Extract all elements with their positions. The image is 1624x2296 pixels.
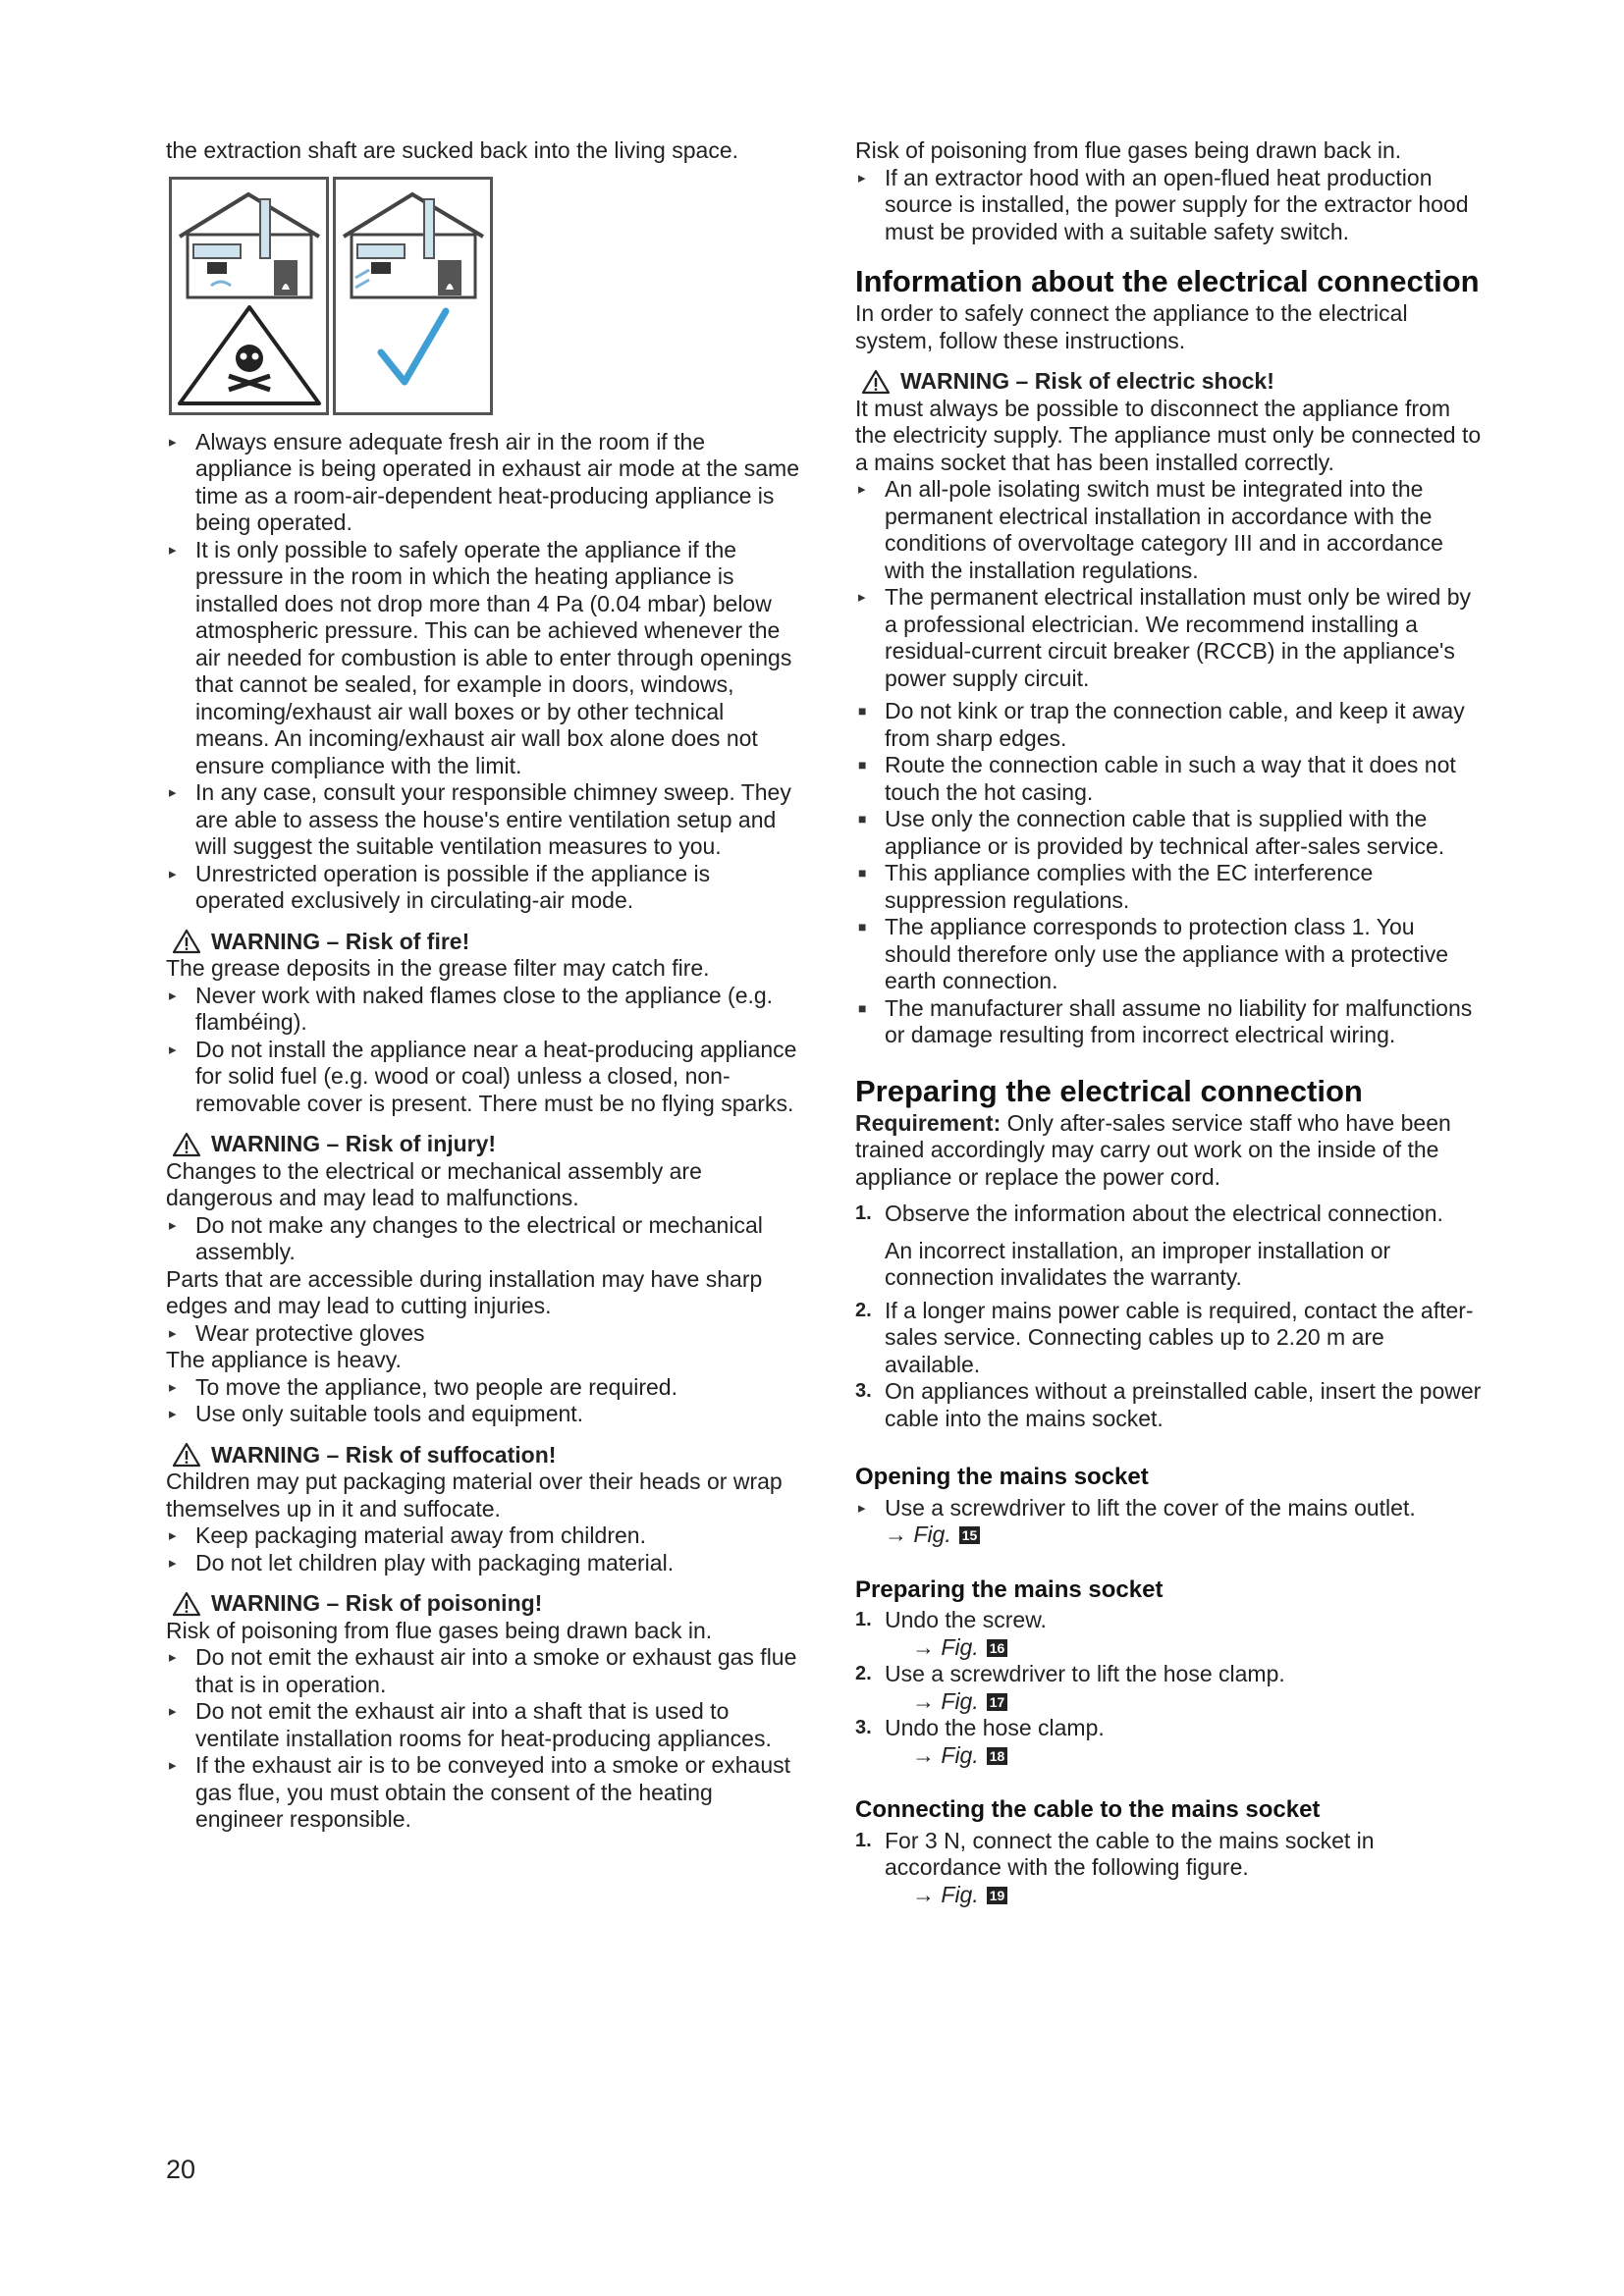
intro-text: the extraction shaft are sucked back into the living space. [166,137,738,163]
suffocation-bullets [166,1522,799,1576]
warning-icon [172,929,201,954]
list-item: ▸ If an extractor hood with an open-flued heat production source is installed, the power supply for the extractor hood must be provided with a suitable safety switch. [855,165,1486,246]
list-item: ■ Use only the connection cable that is supplied with the appliance or is provided by technical after-sales service. [855,806,1486,860]
ventilation-illustrations [169,177,799,415]
list-item: ▸ Keep packaging material away from children. [166,1522,799,1550]
left-column [166,137,799,1834]
figure-reference: → Fig. 19 [912,1882,1486,1909]
list-item: ▸ It is only possible to safely operate the appliance if the pressure in the room in which the heating appliance is installed does not drop more than 4 Pa (0.04 mbar) below atmospheric pressure. This can be achieved whenever the air needed for combustion is able to enter through openings that cannot be sealed, for example in doors, windows, incoming/exhaust air wall boxes or by other technical means. An incoming/exhaust air wall box alone does not ensure compliance with the limit. [166,537,799,780]
shock-text: It must always be possible to disconnect the appliance from the electricity supply. The appliance must only be connected to a mains socket that has been installed correctly. [855,395,1482,475]
injury-text: The appliance is heavy. [166,1347,402,1372]
list-item: 1. Observe the information about the electrical connection. [855,1201,1443,1226]
list-item: ▸ Do not let children play with packaging material. [166,1550,799,1577]
poisoning-text: Risk of poisoning from flue gases being drawn back in. [166,1617,713,1643]
list-item: ■ The manufacturer shall assume no liability for malfunctions or damage resulting from incorrect electrical wiring. [855,995,1486,1049]
fresh-air-bullets [166,429,799,915]
figure-number-badge: 17 [987,1693,1008,1711]
injury-warning-title: WARNING – Risk of injury! [166,1131,799,1158]
list-item: ■ Do not kink or trap the connection cable, and keep it away from sharp edges. [855,698,1486,752]
warning-icon [861,369,891,395]
list-item: ■ Route the connection cable in such a way that it does not touch the hot casing. [855,752,1486,806]
poisoning-bullets [166,1644,799,1834]
fire-warning-title: WARNING – Risk of fire! [166,929,799,956]
suffocation-text: Children may put packaging material over their heads or wrap themselves up in it and suffocate. [166,1468,783,1522]
page-number: 20 [166,2155,196,2184]
prohibited-illustration [169,177,329,415]
list-item: ▸ To move the appliance, two people are required. [166,1374,799,1402]
list-item: ▸ Wear protective gloves [166,1320,799,1348]
prep-socket-steps [855,1607,1486,1769]
fire-warning-text: The grease deposits in the grease filter may catch fire. [166,955,710,981]
injury-bullets [166,1374,799,1428]
list-item: ▸ Never work with naked flames close to the appliance (e.g. flambéing). [166,983,799,1037]
list-item: ■ The appliance corresponds to protection class 1. You should therefore only use the appliance with a protective earth connection. [855,914,1486,995]
right-column [855,137,1486,1908]
connecting-steps [855,1828,1486,1909]
figure-reference: → Fig. 15 [885,1522,1486,1549]
figure-reference: → Fig. 16 [912,1634,1486,1662]
shock-bullets [855,476,1486,692]
subheading-opening-socket: Opening the mains socket [855,1464,1149,1490]
figure-reference: → Fig. 17 [912,1688,1486,1716]
figure-number-badge: 16 [987,1639,1008,1657]
warning-icon [172,1591,201,1617]
injury-text: Changes to the electrical or mechanical assembly are dangerous and may lead to malfunctions. [166,1157,702,1210]
list-item: ▸ Use only suitable tools and equipment. [166,1401,799,1428]
list-item: ▸ Always ensure adequate fresh air in the room if the appliance is being operated in exhaust air mode at the same time as a room-air-dependent heat-producing appliance is being operated. [166,429,799,537]
intro-text: Risk of poisoning from flue gases being drawn back in. [855,137,1402,163]
list-item: ▸ If the exhaust air is to be conveyed into a smoke or exhaust gas flue, you must obtain the consent of the heating engineer responsible. [166,1752,799,1834]
figure-number-badge: 15 [959,1526,981,1544]
section-heading-electrical-info: Information about the electrical connection [855,264,1480,298]
list-item: ▸ Do not emit the exhaust air into a smoke or exhaust gas flue that is in operation. [166,1644,799,1698]
shock-warning-title: WARNING – Risk of electric shock! [855,368,1486,396]
list-item: ▸ In any case, consult your responsible chimney sweep. They are able to assess the house's entire ventilation setup and will suggest the suitable ventilation measures to you. [166,779,799,861]
list-item: ▸ The permanent electrical installation must only be wired by a professional electrician. We recommend installing a residual-current circuit breaker (RCCB) in the appliance's power supply circuit. [855,584,1486,692]
allowed-illustration [333,177,493,415]
warning-icon [172,1132,201,1157]
electrical-rules-list [855,698,1486,1049]
requirement-text: Requirement: Only after-sales service staff who have been trained accordingly may carry out work on the inside of the appliance or replace the power cord. [855,1109,1451,1190]
figure-number-badge: 18 [987,1747,1008,1765]
figure-reference: → Fig. 18 [912,1742,1486,1770]
warranty-note: An incorrect installation, an improper installation or connection invalidates the warranty. [885,1237,1391,1290]
list-item: 2. If a longer mains power cable is required, contact the after-sales service. Connecting cables up to 2.20 m are available. [855,1297,1474,1377]
list-item: 1. Undo the screw. → Fig. 16 [855,1607,1486,1661]
list-item: ▸ Do not emit the exhaust air into a shaft that is used to ventilate installation rooms for heat-producing appliances. [166,1698,799,1752]
fire-bullets [166,983,799,1118]
warning-icon [172,1442,201,1468]
list-item: ▸ Do not install the appliance near a heat-producing appliance for solid fuel (e.g. wood or coal) unless a closed, non-removable cover is present. There must be no flying sparks. [166,1037,799,1118]
list-item: 1. For 3 N, connect the cable to the mains socket in accordance with the following figure. → Fig. 19 [855,1828,1486,1909]
subheading-preparing-socket: Preparing the mains socket [855,1575,1164,1603]
list-item: ▸ An all-pole isolating switch must be integrated into the permanent electrical installation in accordance with the conditions of overvoltage category III and in accordance with the installation regulations. [855,476,1486,584]
suffocation-warning-title: WARNING – Risk of suffocation! [166,1442,799,1469]
electrical-info-text: In order to safely connect the appliance to the electrical system, follow these instructions. [855,300,1408,353]
list-item: ▸ Use a screwdriver to lift the cover of the mains outlet. → Fig. 15 [855,1495,1486,1549]
list-item: 3. On appliances without a preinstalled cable, insert the power cable into the mains socket. [855,1378,1482,1431]
injury-text: Parts that are accessible during installation may have sharp edges and may lead to cutting injuries. [166,1265,763,1318]
list-item: ■ This appliance complies with the EC interference suppression regulations. [855,860,1486,914]
list-item: 2. Use a screwdriver to lift the hose clamp. → Fig. 17 [855,1661,1486,1715]
list-item: ▸ Unrestricted operation is possible if the appliance is operated exclusively in circulating-air mode. [166,861,799,915]
preparing-steps [855,1201,1486,1228]
figure-number-badge: 19 [987,1887,1008,1904]
section-heading-preparing: Preparing the electrical connection [855,1073,1363,1108]
list-item: 3. Undo the hose clamp. → Fig. 18 [855,1715,1486,1769]
list-item: ▸ Do not make any changes to the electrical or mechanical assembly. [166,1212,799,1266]
subheading-connecting-cable: Connecting the cable to the mains socket [855,1796,1321,1823]
poisoning-warning-title: WARNING – Risk of poisoning! [166,1590,799,1618]
